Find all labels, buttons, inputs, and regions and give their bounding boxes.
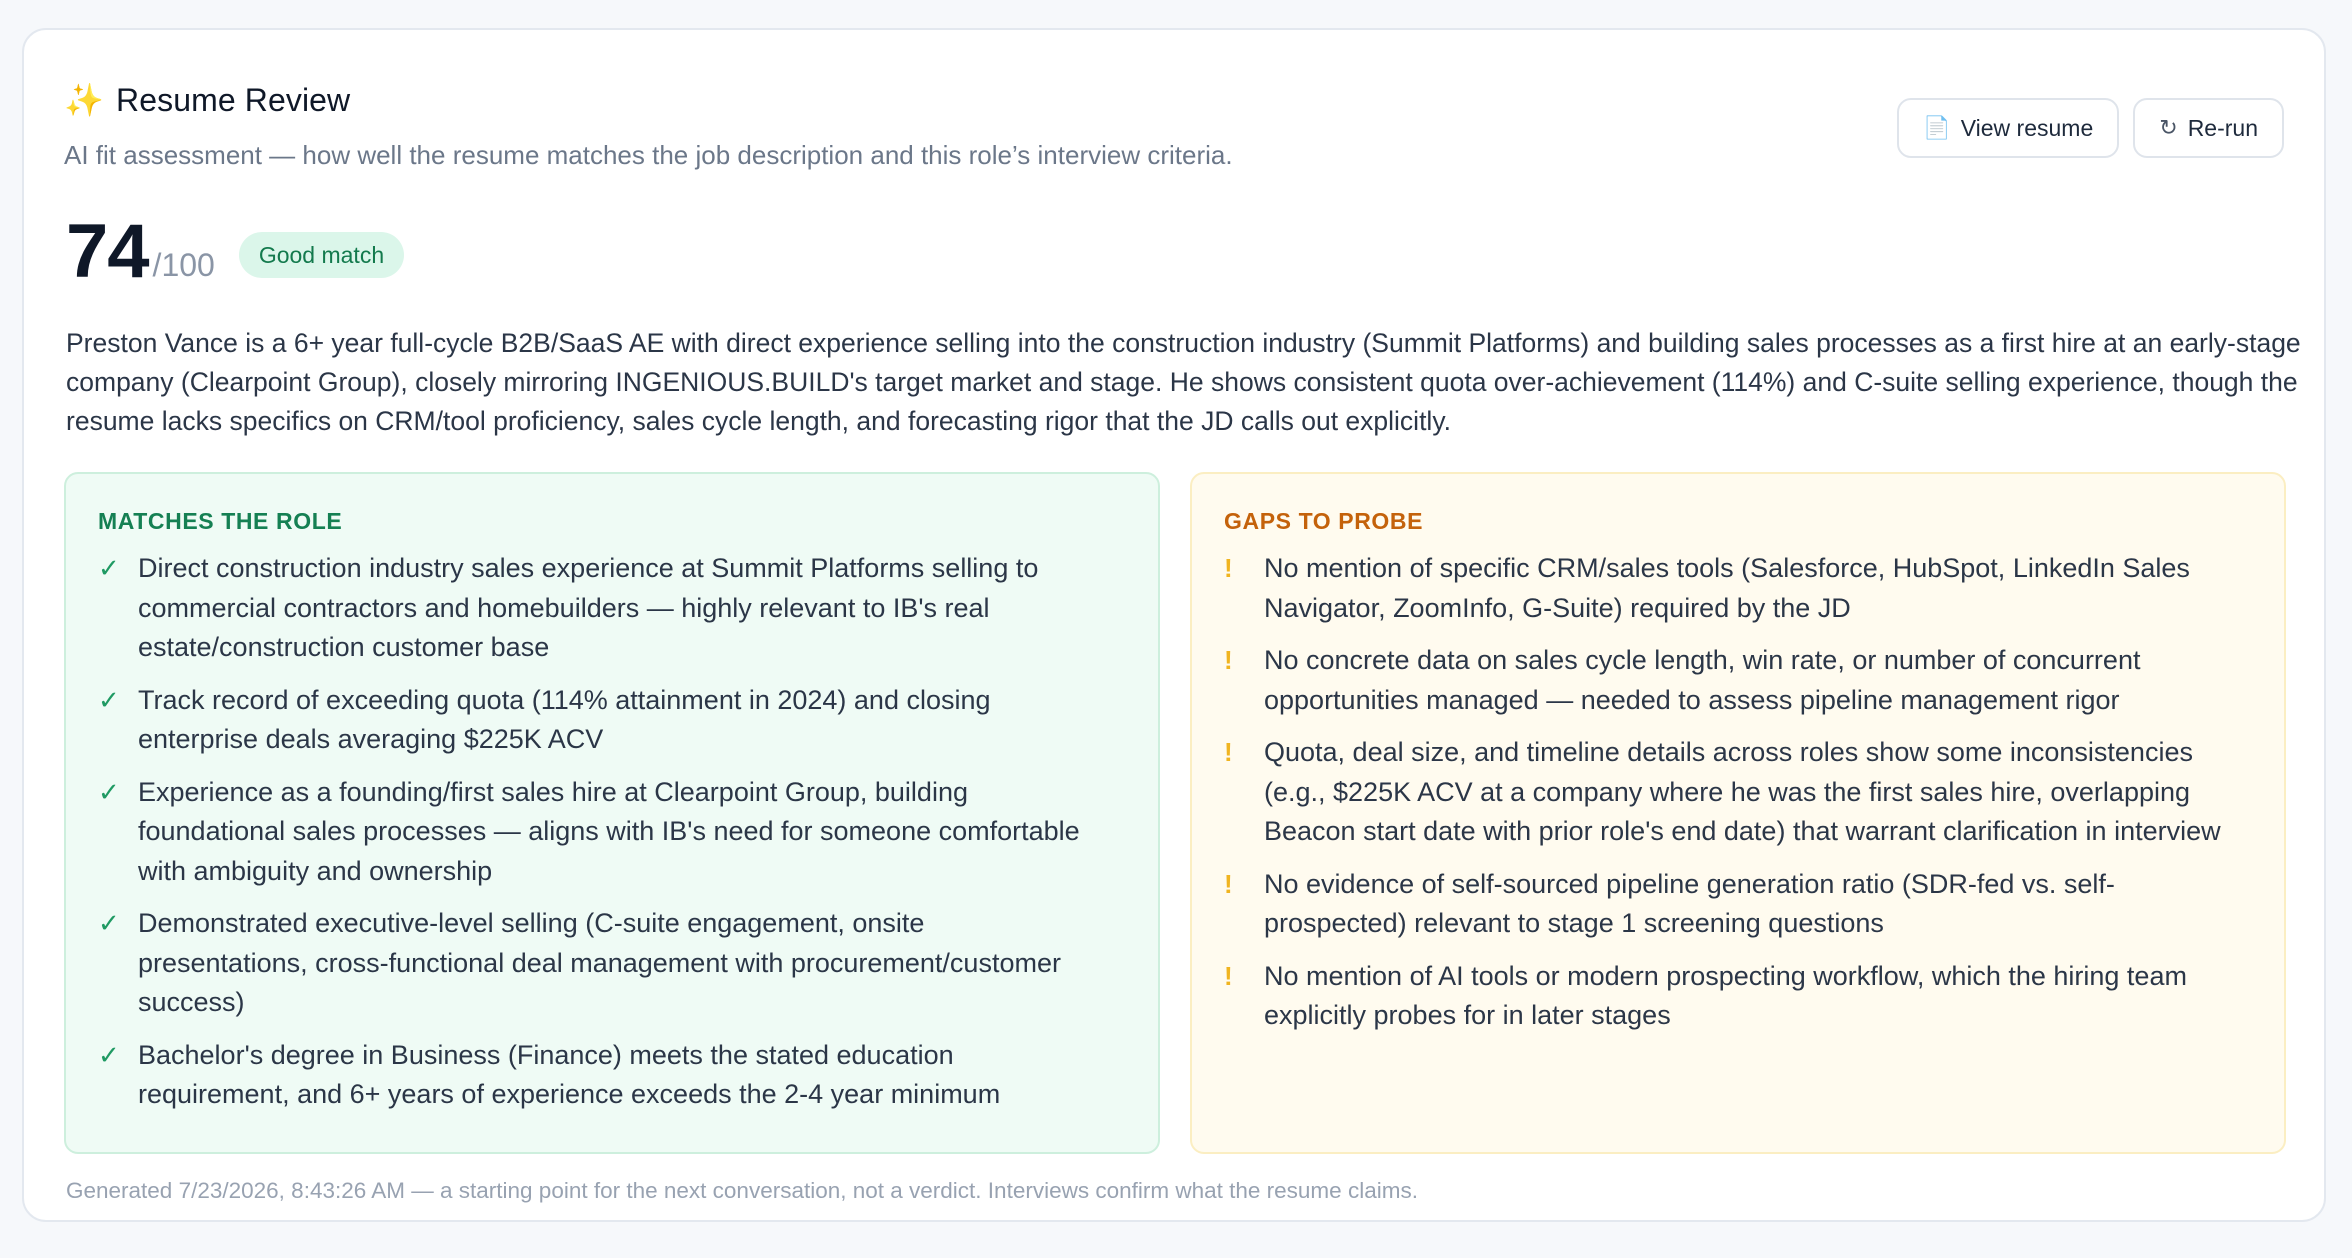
exclamation-icon: ! xyxy=(1224,645,1233,675)
generated-footnote: Generated 7/23/2026, 8:43:26 AM — a starting point for the next conversation, not a verdict. Interviews confirm what the resume claims. xyxy=(66,1178,1418,1203)
match-item xyxy=(98,1036,1126,1115)
page-subtitle: AI fit assessment — how well the resume matches the job description and this role’s interview criteria. xyxy=(64,140,1233,170)
gap-item xyxy=(1224,957,2252,1036)
view-resume-label: View resume xyxy=(1960,114,2094,141)
score-row xyxy=(66,209,404,294)
exclamation-icon: ! xyxy=(1224,553,1233,583)
card-header xyxy=(64,74,2284,194)
gaps-panel xyxy=(1190,472,2286,1154)
gap-item xyxy=(1224,865,2252,944)
match-item xyxy=(98,773,1126,892)
matches-title: MATCHES THE ROLE xyxy=(98,508,343,534)
gap-item-text: No mention of specific CRM/sales tools (Salesforce, HubSpot, LinkedIn Sales Navigator, ZoomInfo, G-Suite) required by the JD xyxy=(1264,553,2190,623)
score-out-of: /100 xyxy=(152,247,215,284)
check-icon: ✓ xyxy=(98,908,120,938)
match-item-text: Bachelor's degree in Business (Finance) meets the stated education requirement, and 6+ years of experience exceeds the 2-4 year minimum xyxy=(138,1039,1001,1109)
exclamation-icon: ! xyxy=(1224,960,1233,991)
match-item-text: Demonstrated executive-level selling (C-suite engagement, onsite presentations, cross-functional deal management with procurement/customer success) xyxy=(138,908,1061,1017)
header-actions xyxy=(1897,98,2284,158)
fit-score: 74 xyxy=(66,209,149,294)
check-icon: ✓ xyxy=(98,776,120,807)
resume-review-card xyxy=(22,28,2326,1222)
rerun-label: Re-run xyxy=(2187,114,2258,141)
gap-item-text: No mention of AI tools or modern prospecting workflow, which the hiring team explicitly probes for in later stages xyxy=(1264,960,2187,1030)
gaps-title: GAPS TO PROBE xyxy=(1224,508,1424,534)
match-item xyxy=(98,681,1126,760)
check-icon: ✓ xyxy=(98,1039,120,1070)
rerun-button[interactable] xyxy=(2133,98,2284,158)
match-item xyxy=(98,549,1126,668)
exclamation-icon: ! xyxy=(1224,868,1233,899)
exclamation-icon: ! xyxy=(1224,737,1233,767)
gap-item-text: No concrete data on sales cycle length, win rate, or number of concurrent opportunities managed — needed to assess pipeline management rigor xyxy=(1264,645,2141,715)
matches-list xyxy=(98,549,1126,1115)
match-item-text: Experience as a founding/first sales hire at Clearpoint Group, building foundational sales processes — aligns with IB's need for someone comfortable with ambiguity and ownership xyxy=(138,776,1080,886)
gaps-list xyxy=(1224,549,2252,1036)
gap-item xyxy=(1224,641,2252,720)
gap-item-text: Quota, deal size, and timeline details across roles show some inconsistencies (e.g., $225K ACV at a company where he was the first sales hire, overlapping Beacon start date with prior role's end date) that warrant clarification in interview xyxy=(1264,737,2221,846)
view-resume-button[interactable] xyxy=(1897,98,2119,158)
document-icon: 📄 xyxy=(1923,115,1951,140)
match-item-text: Direct construction industry sales experience at Summit Platforms selling to commercial contractors and homebuilders — highly relevant to IB's real estate/construction customer base xyxy=(138,553,1039,662)
check-icon: ✓ xyxy=(98,553,120,583)
gap-item xyxy=(1224,549,2252,628)
match-item xyxy=(98,904,1126,1023)
gap-item-text: No evidence of self-sourced pipeline generation ratio (SDR-fed vs. self-prospected) relevant to stage 1 screening questions xyxy=(1264,868,2115,938)
assessment-summary: Preston Vance is a 6+ year full-cycle B2B/SaaS AE with direct experience selling into the construction industry (Summit Platforms) and building sales processes as a first hire at an early-stage company (Clearpoint Group), closely mirroring INGENIOUS.BUILD's target market and stage. He shows consistent quota over-achievement (114%) and C-suite selling experience, though the resume lacks specifics on CRM/tool proficiency, sales cycle length, and forecasting rigor that the JD calls out explicitly. xyxy=(66,328,2301,436)
gap-item xyxy=(1224,733,2252,852)
matches-panel xyxy=(64,472,1160,1154)
sparkle-icon: ✨ xyxy=(64,82,104,118)
check-icon: ✓ xyxy=(98,684,120,715)
refresh-icon: ↻ xyxy=(2159,115,2178,140)
match-badge: Good match xyxy=(239,232,404,278)
page-title: Resume Review xyxy=(116,81,351,118)
match-item-text: Track record of exceeding quota (114% attainment in 2024) and closing enterprise deals averaging $225K ACV xyxy=(138,684,991,754)
